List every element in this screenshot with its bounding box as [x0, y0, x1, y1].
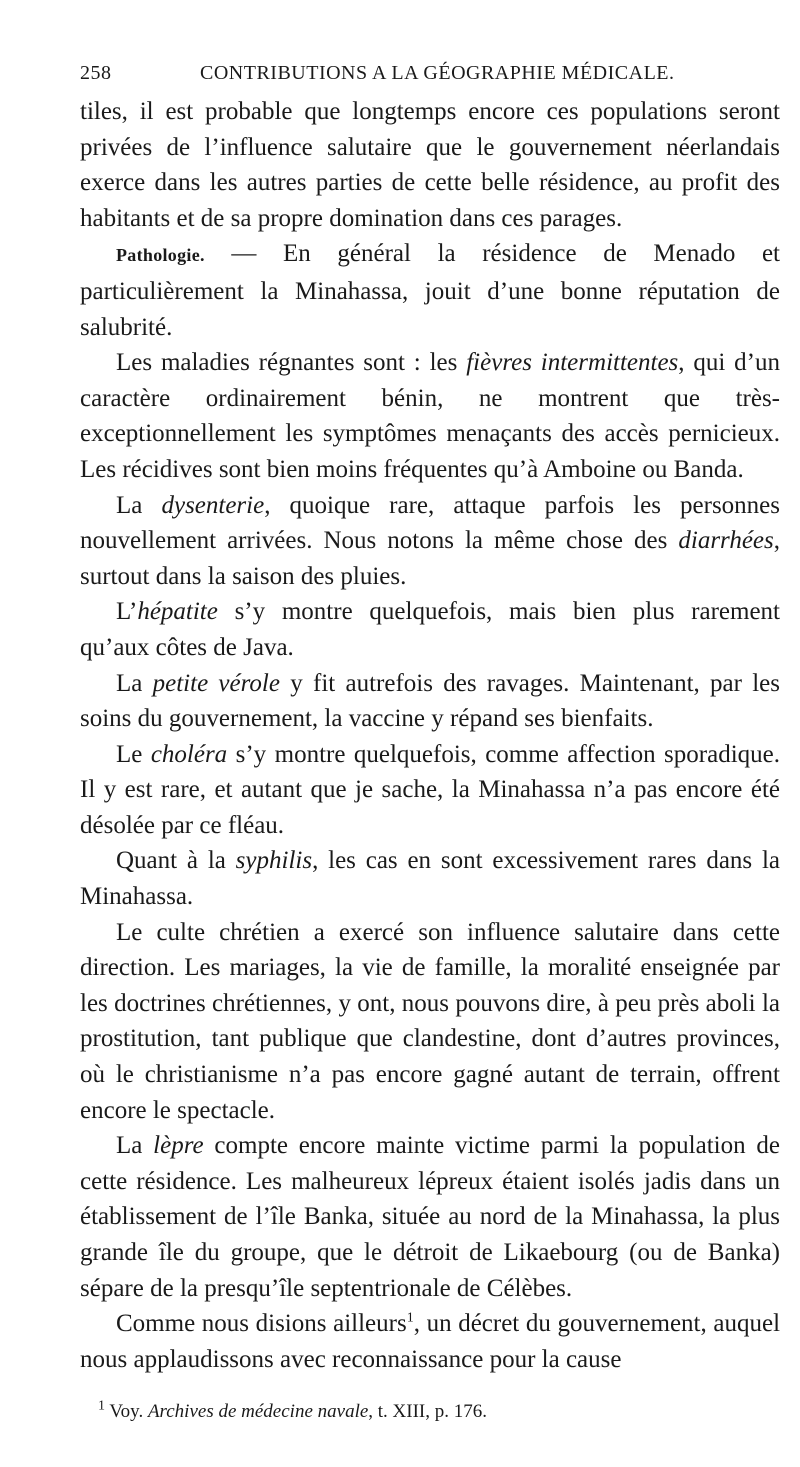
footnote: $^1$ Voy. Archives de médecine navale, t. XIII, p. 176.	[98, 1399, 488, 1423]
footnote-marker: 1	[98, 1399, 105, 1415]
term-cholera: choléra	[150, 740, 228, 768]
book-page	[80, 58, 780, 1425]
term-dysenterie: dysenterie	[161, 491, 265, 519]
paragraph-decret: Comme nous disions ailleurs$^1$, un décret du gouvernement, auquel nous applaudissons avec reconnaissance pour la cause	[80, 1310, 781, 1373]
page-number: 258	[80, 62, 112, 84]
footnote-ref: 1	[406, 1310, 414, 1326]
paragraph-pathologie: Pathologie. — En général la résidence de Menado et particulièrement la Minahassa, jouit d’une bonne réputation de salubrité.	[80, 240, 780, 341]
term-syphilis: syphilis	[235, 847, 313, 875]
paragraph-dysenterie: La dysenterie, quoique rare, attaque parfois les personnes nouvellement arrivées. Nous notons la même chose des diarrhées, surtout dans la saison des pluies.	[80, 491, 780, 590]
paragraph-fievres: Les maladies régnantes sont : les fièvres intermittentes, qui d’un caractère ordinairement bénin, ne montrent que très-exceptionnellement les symptômes menaçants des accès pernicieux. Les récidives sont bien moins fréquentes qu’à Amboine ou Banda.	[80, 349, 781, 483]
running-title: CONTRIBUTIONS A LA GÉOGRAPHIE MÉDICALE.	[200, 62, 675, 84]
paragraph-hepatite: L’hépatite s’y montre quelquefois, mais bien plus rarement qu’aux côtes de Java.	[80, 598, 780, 661]
term-lepre: lèpre	[153, 1132, 204, 1160]
running-head	[80, 58, 780, 88]
paragraph-culte: Le culte chrétien a exercé son influence salutaire dans cette direction. Les mariages, la vie de famille, la moralité enseignée par les doctrines chrétiennes, y ont, nous pouvons dire, à peu près aboli la prostitution, tant publique que clandestine, dont d’autres provinces, où le christianisme n’a pas encore gagné autant de terrain, offrent encore le spectacle.	[80, 918, 780, 1124]
paragraph-syphilis: Quant à la syphilis, les cas en sont excessivement rares dans la Minahassa.	[80, 847, 780, 911]
term-fievres: fièvres intermittentes	[466, 349, 679, 377]
paragraph-continuation: tiles, il est probable que longtemps encore ces populations seront privées de l’influence salutaire que le gouvernement néerlandais exerce dans les autres parties de cette belle résidence, au profit des habitants et de sa propre domination dans ces parages.	[80, 98, 780, 232]
term-petite-verole: petite vérole	[152, 669, 280, 697]
paragraph-lepre: La lèpre compte encore mainte victime parmi la population de cette résidence. Les malheureux lépreux étaient isolés jadis dans un établissement de l’île Banka, située au nord de la Minahassa, la plus grande île du groupe, que le détroit de Likaebourg (ou de Banka) sépare de la presqu’île septentrionale de Célèbes.	[80, 1132, 780, 1302]
section-label: Pathologie.	[116, 245, 205, 266]
body-text	[80, 94, 780, 1377]
paragraph-petite-verole: La petite vérole y fit autrefois des ravages. Maintenant, par les soins du gouvernement, la vaccine y répand ses bienfaits.	[80, 669, 780, 733]
term-hepatite: hépatite	[137, 598, 218, 626]
term-diarrhees: diarrhées	[678, 527, 774, 555]
footnote-journal: Archives de médecine navale	[147, 1401, 369, 1423]
paragraph-cholera: Le choléra s’y montre quelquefois, comme affection sporadique. Il y est rare, et autant que je sache, la Minahassa n’a pas encore été désolée par ce fléau.	[80, 740, 780, 839]
